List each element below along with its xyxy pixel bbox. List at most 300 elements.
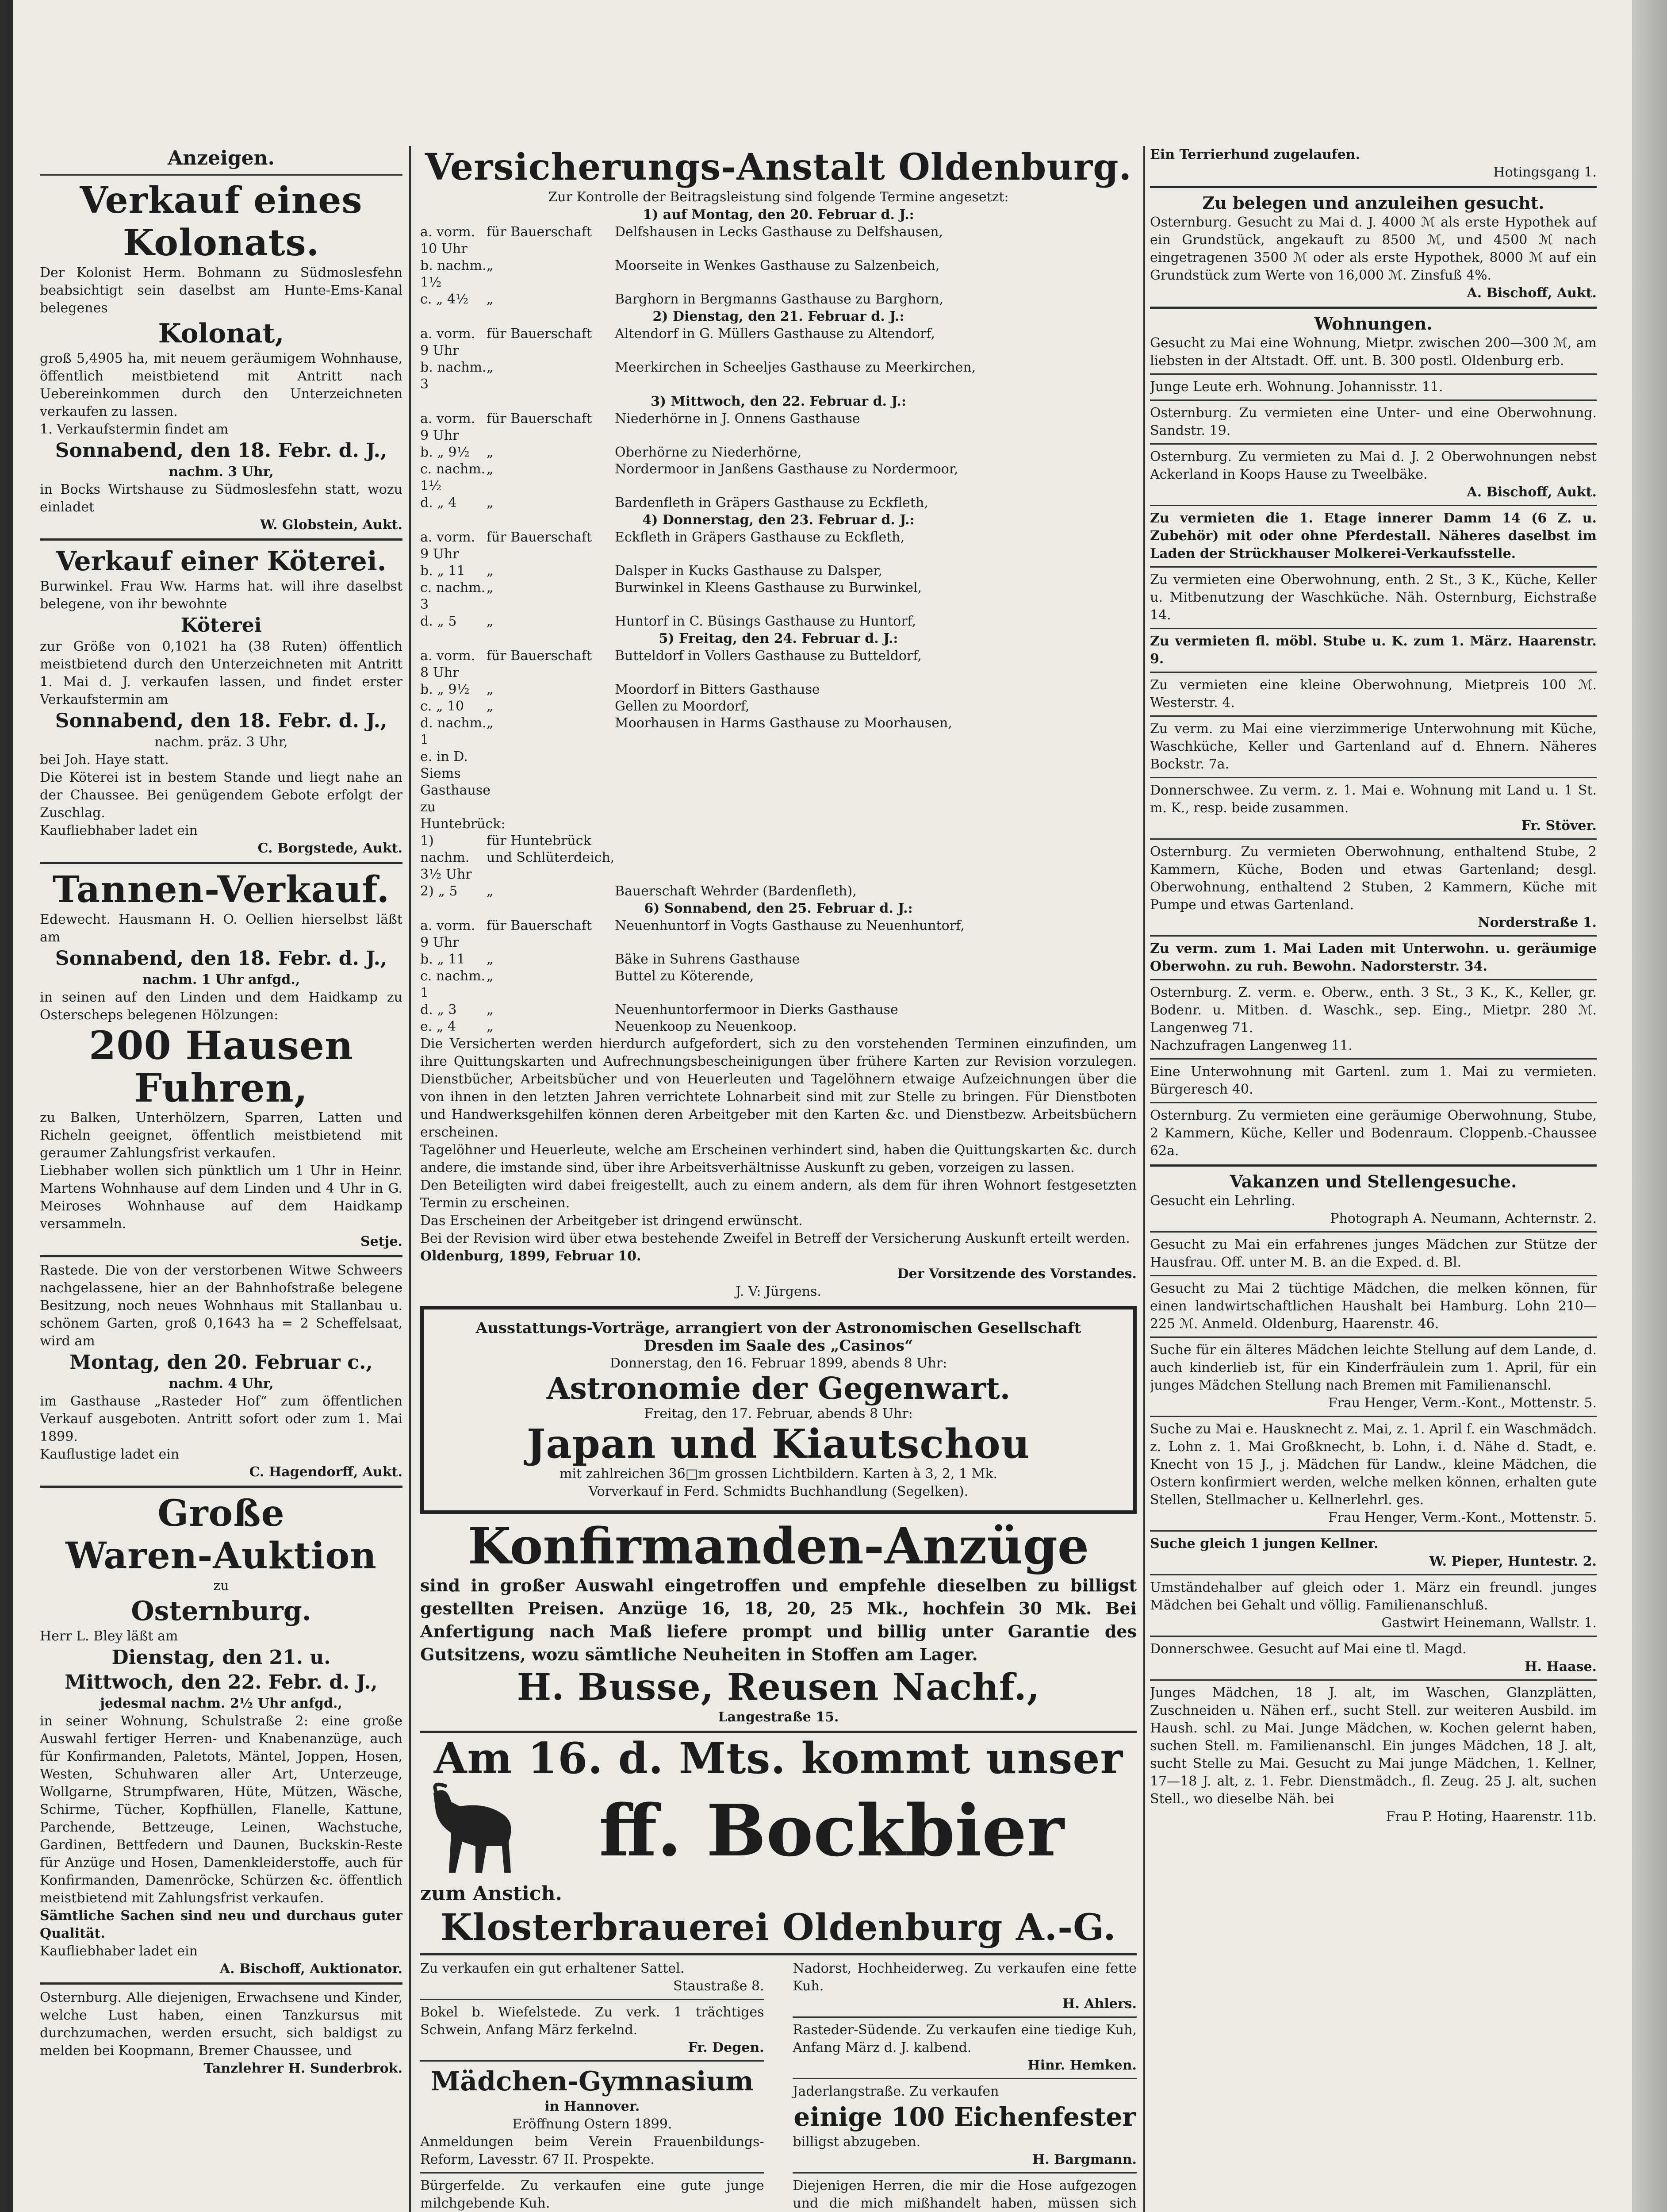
ad-text: Anmeldungen beim Verein Frauenbildungs-Reform, Lavesstr. 67 II. Prospekte. [420,2134,764,2167]
ad-text: Rasteder-Südende. Zu verkaufen eine tiedige Kuh, Anfang März d. J. kalbend. [793,2022,1137,2055]
schedule-time: b. nachm. 1½ [420,258,487,290]
ad-koeterei [40,545,402,857]
ad-konfirmanden [420,1519,1137,1726]
ad-signature: H. Bargmann. [1032,2152,1137,2167]
schedule-scope: „ [487,1002,494,1018]
ad-text: in seinen auf den Linden und dem Haidkamp zu Osterscheps belegenen Hölzungen: [40,990,402,1023]
divider [40,538,402,541]
ad-text: Edewecht. Hausmann H. O. Oellien hierselbst läßt am [40,912,402,945]
schedule-day: 3) Mittwoch, den 22. Februar d. J.: [651,394,906,409]
schedule-location: Neuenhuntorfermoor in Dierks Gasthause [615,1002,898,1018]
divider [1150,307,1597,309]
divider [1150,628,1597,629]
ad-time: nachm. präz. 3 Uhr, [154,734,288,750]
schedule-location: Delfshausen in Lecks Gasthause zu Delfshausen, [615,224,943,240]
ad-text: Osternburg. Gesucht zu Mai d. J. 4000 ℳ als erste Hypothek auf ein Grundstück, angekauft zu 8500 ℳ, und 4500 ℳ nach eingetragenen 3500 ℳ oder als erste Hypothek, 8000 ℳ auf ein Grundstück zum Werte von 16,000 ℳ. Zinsfuß 4%. [1150,215,1597,283]
divider [40,174,402,176]
schedule-scope: „ [487,258,494,273]
schedule-scope: „ [487,968,494,984]
schedule-row [420,613,1137,630]
ad-signature: A. Bischoff, Aukt. [1467,285,1597,301]
divider [793,2078,1137,2079]
schedule-scope: „ [487,580,494,595]
schedule-location: Bäke in Suhrens Gasthause [615,952,800,967]
ad-time: nachm. 1 Uhr anfgd., [142,972,300,987]
schedule-scope: „ [487,952,494,967]
schedule-row [420,833,1137,883]
ad-text: Gesucht zu Mai eine Wohnung, Mietpr. zwischen 200—300 ℳ, am liebsten in der Altstadt. Off. unt. B. 300 postl. Oldenburg erb. [1150,335,1597,369]
small-ads-left [420,1960,764,2212]
schedule-time: c. nachm. 3 [420,580,486,612]
schedule-row [420,951,1137,968]
schedule-row [420,715,1137,749]
schedule-scope: für Huntebrück und Schlüterdeich, [487,833,615,865]
column-rule-2 [1143,146,1145,2212]
ad-text: 1. Verkaufstermin findet am [40,422,229,437]
ad-text: Donnerstag, den 16. Februar 1899, abends 8 Uhr: [609,1356,947,1371]
ad-title: Verkauf einer Köterei. [56,546,387,577]
schedule-location: Gellen zu Moordorf, [615,699,750,714]
ad-text: Bürgerfelde. Zu verkaufen eine gute junge milchgebende Kuh. [420,2178,764,2211]
divider [793,2172,1137,2174]
schedule-scope: „ [487,682,494,697]
divider [793,2016,1137,2018]
ad-text: Das Erscheinen der Arbeitgeber ist dringend erwünscht. [420,1213,803,1229]
ad-text: Zu vermieten eine Oberwohnung, enth. 2 St., 3 K., Küche, Keller u. Mitbenutzung der Waschküche. Näh. Osternburg, Eichstraße 14. [1150,572,1597,623]
divider [420,2060,764,2062]
schedule-scope: für Bauerschaft [487,530,592,545]
divider [1150,1574,1597,1575]
ad-address: Staustraße 8. [673,1978,764,1994]
schedule-block [420,326,1137,393]
schedule-row [420,444,1137,461]
schedule-row [420,495,1137,511]
ad-signature: A. Bischoff, Aukt. [1467,484,1597,500]
ad-text: Kaufliebhaber ladet ein [40,1943,198,1959]
schedule-location: Niederhörne in J. Onnens Gasthause [615,411,860,426]
divider [1150,935,1597,937]
schedule-location: Nordermoor in Janßens Gasthause zu Nordermoor, [615,461,958,477]
divider [1150,1679,1597,1681]
ad-keyword: einige 100 Eichenfester [793,2102,1136,2132]
schedule-time: e. „ 4 [420,1019,456,1034]
ad-signature: Frau Henger, Verm.-Kont., Mottenstr. 5. [1328,1510,1597,1525]
ad-text: sind in großer Auswahl eingetroffen und empfehle dieselben zu billigst gestellten Preisen. Anzüge 16, 18, 20, 25 Mk., hochfein 30 Mk. Bei Anfertigung nach Maß liefere prompt und billig unter Garantie des Gutsitzens, wozu sämtliche Neuheiten in Stoffen am Lager. [420,1575,1137,1664]
schedule-location: Oberhörne zu Niederhörne, [615,445,802,460]
schedule-time: d. nachm. 1 [420,715,487,748]
schedule-block [420,224,1137,308]
ad-text: Osternburg. Zu vermieten eine Unter- und eine Oberwohnung. Sandstr. 19. [1150,405,1597,438]
divider [1150,1416,1597,1417]
ad-signature: Setje. [360,1234,402,1249]
schedule-location: Meerkirchen in Scheeljes Gasthause zu Meerkirchen, [615,360,976,375]
schedule-time: d. „ 5 [420,614,457,629]
schedule-scope: für Bauerschaft [487,648,592,664]
schedule-scope: für Bauerschaft [487,918,592,933]
ad-text: Umständehalber auf gleich oder 1. März ein freundl. junges Mädchen bei Gehalt und völlig. Familienanschluß. [1150,1580,1597,1613]
schedule-row [420,224,1137,257]
divider [1150,1102,1597,1103]
ad-text: Rastede. Die von der verstorbenen Witwe Schweers nachgelassene, hier an der Bahnhofstraße belegene Besitzung, noch neues Wohnhaus mit Stallanbau u. schönem Garten, groß 0,1643 ha = 2 Scheffelsaat, wird am [40,1263,402,1349]
ad-rastede [40,1262,402,1481]
schedule-day: 2) Dienstag, den 21. Februar d. J.: [652,309,904,324]
ad-text: zu Balken, Unterhölzern, Sparren, Latten und Richeln geeignet, öffentlich meistbietend mit geraumer Zahlungsfrist verkaufen. [40,1110,402,1161]
schedule-row [420,968,1137,1002]
ad-keyword: Kolonat, [158,318,284,349]
schedule-row [420,698,1137,715]
column-rule-1 [409,146,411,2212]
ad-time: nachm. 3 Uhr, [169,464,274,480]
ad-text: im Gasthause „Rasteder Hof“ zum öffentlichen Verkauf ausgeboten. Antritt sofort oder zum 1. Mai 1899. [40,1394,402,1444]
ad-signature: Fr. Stöver. [1521,818,1597,833]
schedule-time: b. „ 11 [420,563,465,579]
divider [1150,1636,1597,1637]
schedule-time: b. nachm. 3 [420,360,487,392]
divider [1150,373,1597,375]
schedule-row [420,749,1137,833]
schedule-location: Altendorf in G. Müllers Gasthause zu Altendorf, [615,326,935,342]
schedule-time: 1) nachm. 3½ Uhr [420,833,472,882]
ad-signature: Frau Henger, Verm.-Kont., Mottenstr. 5. [1328,1395,1597,1411]
ad-signature: A. Bischoff, Auktionator. [219,1961,402,1977]
schedule-time: c. „ 4½ [420,292,469,307]
ad-text: Zu verm. zu Mai eine vierzimmerige Unterwohnung mit Küche, Waschküche, Keller und Gartenland auf d. Ehnern. Näheres Bockstr. 7a. [1150,721,1597,772]
ad-text: Osternburg. Z. verm. e. Oberw., enth. 3 St., 3 K., K., Keller, gr. Bodenr. u. Mitben. d. Waschk., sep. Eing., Mietpr. 280 ℳ. Langenweg 71. [1150,985,1597,1036]
divider [420,2172,764,2174]
ad-text: Nachzufragen Langenweg 11. [1150,1038,1353,1053]
divider [1150,777,1597,778]
ad-keyword: Köterei [180,614,262,637]
divider [1150,838,1597,840]
divider [1150,715,1597,717]
divider [1150,443,1597,445]
ad-signature: W. Pieper, Huntestr. 2. [1429,1554,1597,1569]
schedule-location: Dalsper in Kucks Gasthause zu Dalsper, [615,563,882,579]
ad-signature: H. Ahlers. [1062,1996,1137,2012]
ad-text: Osternburg. Zu vermieten eine geräumige Oberwohnung, Stube, 2 Kammern, Küche, Keller und Bodenraum. Cloppenb.-Chaussee 62a. [1150,1108,1597,1159]
ad-date: Dienstag, den 21. u. [111,1646,331,1669]
ad-text: Zu verm. zum 1. Mai Laden mit Unterwohn. u. geräumige Oberwohn. zu ruh. Bewohn. Nadorsterstr. 34. [1150,941,1597,974]
ad-title: Konfirmanden-Anzüge [468,1517,1089,1575]
column-right [1150,146,1597,1826]
ad-text: Sämtliche Sachen sind neu und durchaus guter Qualität. [40,1908,402,1941]
schedule-day: 4) Donnerstag, den 23. Februar d. J.: [642,512,915,528]
ad-signature: Hotingsgang 1. [1493,165,1597,180]
ad-time: jedesmal nachm. 2½ Uhr anfgd., [100,1696,342,1711]
schedule-day: 6) Sonnabend, den 25. Februar d. J.: [644,901,913,916]
ad-date: Montag, den 20. Februar c., [69,1351,373,1374]
ad-text: Gesucht zu Mai 2 tüchtige Mädchen, die melken können, für einen landwirtschaftlichen Haushalt bei Hamburg. Lohn 210—225 ℳ. Anmeld. Oldenburg, Haarenstr. 46. [1150,1281,1597,1332]
ad-signature: Gastwirt Heinemann, Wallstr. 1. [1381,1615,1597,1631]
ad-text: Zu vermieten die 1. Etage innerer Damm 14 (6 Z. u. Zubehör) mit oder ohne Pferdestall. Näheres daselbst im Laden der Strückhauser Molkerei-Verkaufsstelle. [1150,511,1597,561]
schedule-row [420,461,1137,495]
ad-text: Freitag, den 17. Februar, abends 8 Uhr: [644,1406,913,1421]
ad-text: Donnerschwee. Zu verm. z. 1. Mai e. Wohnung mit Land u. 1 St. m. K., resp. beide zusammen. [1150,783,1597,816]
ad-text: in Hannover. [544,2099,640,2114]
ad-date: Oldenburg, 1899, Februar 10. [420,1248,641,1264]
schedule-location: Neuenhuntorf in Vogts Gasthause zu Neuenhuntorf, [615,918,965,933]
ad-text: Diejenigen Herren, die mir die Hose aufgezogen und die mich mißhandelt haben, müssen sich [793,2178,1137,2211]
ad-tanzkurs [40,1989,402,2078]
ad-signature: C. Borgstede, Aukt. [257,841,402,856]
schedule-block [420,648,1137,900]
ad-text: mit zahlreichen 36□m grossen Lichtbildern. Karten à 3, 2, 1 Mk. [559,1466,998,1482]
small-ads-grid [420,1960,1137,2212]
schedule-time: a. vorm. 9 Uhr [420,411,475,443]
divider [1150,505,1597,506]
ad-title: Waren-Auktion [65,1535,377,1577]
schedule-row [420,580,1137,613]
ad-signature: Frau P. Hoting, Haarenstr. 11b. [1386,1809,1597,1824]
divider [1150,1336,1597,1338]
ad-signature: H. Haase. [1525,1659,1597,1674]
divider [420,1999,764,2000]
schedule-time: a. vorm. 10 Uhr [420,224,475,257]
divider [1150,1275,1597,1276]
ad-text: Bokel b. Wiefelstede. Zu verk. 1 trächtiges Schwein, Anfang März ferkelnd. [420,2005,764,2038]
divider [420,1731,1137,1733]
ad-text: Den Beteiligten wird dabei freigestellt, auch zu einem andern, als dem für ihren Wohnort festgesetzten Termin zu erscheinen. [420,1178,1137,1211]
ad-text: Osternburg. Zu vermieten zu Mai d. J. 2 Oberwohnungen nebst Ackerland in Koops Hause zu Tweelbäke. [1150,449,1597,482]
schedule-time: e. in D. Siems Gasthause zu Huntebrück: [420,749,506,832]
schedule-scope: „ [487,445,494,460]
ad-keyword: 200 Hausen Fuhren, [89,1022,353,1111]
ad-text: Suche für ein älteres Mädchen leichte Stellung auf dem Lande, d. auch kinderlieb ist, für ein Kinderfräulein zum 1. April, für ein junges Mädchen Stellung nach Bremen mit Familienanschl. [1150,1342,1597,1393]
ad-text: Zu vermieten fl. möbl. Stube u. K. zum 1. März. Haarenstr. 9. [1150,634,1597,667]
schedule-block [420,411,1137,511]
ad-title: Am 16. d. Mts. kommt unser [433,1733,1123,1783]
ad-text: Der Kolonist Herm. Bohmann zu Südmoslesfehn beabsichtigt sein daselbst am Hunte-Ems-Kanal belegenes [40,265,402,316]
ad-signature: Der Vorsitzende des Vorstandes. [897,1266,1137,1282]
schedule-scope: „ [487,563,494,579]
divider [40,862,402,864]
column-middle [420,146,1137,2212]
ad-place: Osternburg. [131,1596,311,1627]
small-ads-right [793,1960,1137,2212]
ad-text: Jaderlangstraße. Zu verkaufen [793,2084,999,2099]
schedule-time: c. „ 10 [420,699,464,714]
schedule-row [420,648,1137,681]
schedule-row [420,563,1137,580]
schedule-time: c. nachm. 1 [420,968,486,1001]
divider [1150,672,1597,673]
schedule-time: a. vorm. 8 Uhr [420,648,475,680]
section-heading: Anzeigen. [168,147,275,169]
divider [1150,1164,1597,1167]
schedule-time: d. „ 3 [420,1002,457,1018]
schedule-time: b. „ 9½ [420,682,470,697]
ad-text: zur Größe von 0,1021 ha (38 Ruten) öffentlich meistbietend durch den Unterzeichneten mit Antritt 1. Mai d. J. verkaufen lassen, und findet erster Verkaufstermin am [40,639,402,707]
ad-auktion [40,1492,402,1978]
schedule-scope: „ [487,360,494,375]
ad-text: Herr L. Bley läßt am [40,1628,178,1644]
ad-tannen [40,868,402,1251]
ad-time: nachm. 4 Uhr, [169,1376,274,1391]
divider [1150,566,1597,568]
ad-text: Ausstattungs-Vorträge, arrangiert von der Astronomischen Gesellschaft Dresden im Saale des „Casinos“ [475,1319,1081,1355]
schedule-location: Buttel zu Köterende, [615,968,754,984]
schedule-row [420,529,1137,563]
section-heading: Wohnungen. [1314,314,1433,334]
schedule-time: a. vorm. 9 Uhr [420,530,475,562]
ad-signature: Fr. Degen. [688,2040,764,2055]
ad-text: Vorverkauf in Ferd. Schmidts Buchhandlung (Segelken). [588,1484,969,1499]
ad-versicherung [420,146,1137,1301]
ad-text: zu [213,1578,229,1594]
ad-text: Osternburg. Zu vermieten Oberwohnung, enthaltend Stube, 2 Kammern, Küche, Boden und etwas Gartenland; desgl. Oberwohnung, enthaltend 2 Stuben, 2 Kammern, Küche mit Pumpe und etwas Gartenland. [1150,844,1597,913]
schedule-row [420,1002,1137,1018]
ad-signature: C. Hagendorff, Aukt. [249,1464,402,1480]
ad-text: Kaufliebhaber ladet ein [40,823,198,838]
section-heading: Zu belegen und anzuleihen gesucht. [1202,193,1544,213]
divider [1150,1231,1597,1233]
schedule-time: d. „ 4 [420,495,457,511]
schedule-location: Neuenkoop zu Neuenkoop. [615,1019,797,1034]
schedule-location: Bardenfleth in Gräpers Gasthause zu Eckfleth, [615,495,928,511]
schedule-location [615,749,1137,833]
schedule-scope: für Bauerschaft [487,224,592,240]
ad-text: Osternburg. Alle diejenigen, Erwachsene und Kinder, welche Lust haben, einen Tanzkursus mit durchzumachen, werden ersucht, sich baldigst zu melden bei Koopmann, Bremer Chaussee, und [40,1990,402,2058]
ad-date: Sonnabend, den 18. Febr. d. J., [55,439,387,462]
schedule-time: a. vorm. 9 Uhr [420,326,475,358]
schedule-row [420,257,1137,291]
schedule-location: Butteldorf in Vollers Gasthause zu Butteldorf, [615,648,922,664]
ad-date: Sonnabend, den 18. Febr. d. J., [55,710,387,732]
ad-text: Nadorst, Hochheiderweg. Zu verkaufen eine fette Kuh. [793,1961,1137,1994]
ad-signature: Tanzlehrer H. Sunderbrok. [203,2061,402,2076]
bockbier-row [420,1780,1137,1882]
ad-title: Große [157,1492,285,1535]
ad-text: Gesucht ein Lehrling. [1150,1193,1295,1209]
ad-date: Mittwoch, den 22. Febr. d. J., [65,1671,378,1694]
schedule-time: b. „ 11 [420,952,465,967]
ad-signature: Photograph A. Neumann, Achternstr. 2. [1330,1211,1597,1226]
schedule-location: Eckfleth in Gräpers Gasthause zu Eckfleth, [615,530,905,545]
schedule-time: 2) „ 5 [420,883,458,899]
schedule-location: Moorhausen in Harms Gasthause zu Moorhausen, [615,715,952,731]
divider [40,1982,402,1985]
ad-title: Tannen-Verkauf. [52,868,390,911]
ad-text: Burwinkel. Frau Ww. Harms hat. will ihre daselbst belegene, von ihr bewohnte [40,579,402,612]
ad-address: Langestraße 15. [718,1709,839,1725]
ad-signature: Hinr. Hemken. [1027,2058,1137,2073]
schedule-row [420,1018,1137,1035]
ad-firm: Klosterbrauerei Oldenburg A.-G. [441,1906,1116,1949]
schedule-scope: „ [487,883,494,899]
schedule-row [420,918,1137,951]
schedule-scope: „ [487,495,494,511]
ad-text: Eine Unterwohnung mit Gartenl. zum 1. Mai zu vermieten. Bürgeresch 40. [1150,1064,1597,1097]
schedule-location: Moorseite in Wenkes Gasthause zu Salzenbeich, [615,258,940,273]
ad-text: in seiner Wohnung, Schulstraße 2: eine große Auswahl fertiger Herren- und Knabenanzüge, auch für Konfirmanden, Paletots, Mäntel, Joppen, Hosen, Westen, Schuhwaren aller Art, Unterzeuge, Wollgarne, Strumpfwaren, Hüte, Mützen, Wäsche, Schirme, Tücher, Kopfhüllen, Flanelle, Kattune, Parchende, Bettzeuge, Leinen, Wachstuche, Gardinen, Bettfedern und Daunen, Buckskin-Reste für Anzüge und Hosen, Damenkleiderstoffe, auch für Konfirmanden, Damenröcke, Schürzen &c. öffentlich meistbietend mit Zahlungsfrist verkaufen. [40,1713,402,1906]
column-left [40,146,402,2078]
ad-title: Versicherungs-Anstalt Oldenburg. [425,146,1132,188]
schedule-block [420,918,1137,1035]
divider [1150,186,1597,188]
divider [1150,1058,1597,1060]
divider [1150,399,1597,401]
schedule-time: b. „ 9½ [420,445,470,460]
ad-bockbier [420,1733,1137,1949]
ad-text: Donnerschwee. Gesucht auf Mai eine tl. Magd. [1150,1641,1467,1657]
ad-text: Die Versicherten werden hierdurch aufgefordert, sich zu den vorstehenden Terminen einzufinden, um ihre Quittungskarten und Aufrechnungsbescheinigungen über frühere Karten zur Revision vorzulegen. Dienstbücher, Arbeitsbücher und von Heuerleuten und Tagelöhnern etwaige Aufzeichnungen über die von ihnen in den letzten Jahren verrichtete Lohnarbeit sind mit zur Stelle zu bringen. Für Dienstboten und Handwerksgehilfen können deren Arbeitgeber mit den Karten &c. und Dienstbezw. Arbeitsbüchern erscheinen. [420,1036,1137,1140]
schedule-scope: für Bauerschaft [487,411,592,426]
ad-text: Zu vermieten eine kleine Oberwohnung, Mietpreis 100 ℳ. Westerstr. 4. [1150,677,1597,710]
ad-firm: H. Busse, Reusen Nachf., [517,1666,1040,1709]
schedule-row [420,883,1137,900]
divider [420,1953,1137,1955]
page-gutter [0,0,13,2212]
ad-text: in Bocks Wirtshause zu Südmoslesfehn statt, wozu einladet [40,482,402,515]
ad-text: Zu verkaufen ein gut erhaltener Sattel. [420,1961,685,1976]
ad-text: Kauflustige ladet ein [40,1447,180,1462]
section-heading: Vakanzen und Stellengesuche. [1230,1171,1517,1191]
ad-title: Verkauf eines Kolonats. [80,179,363,264]
ad-text: billigst abzugeben. [793,2134,921,2150]
schedule-scope: „ [487,292,494,307]
schedule-row [420,326,1137,359]
schedule-row [420,411,1137,444]
ad-text: Liebhaber wollen sich pünktlich um 1 Uhr in Heinr. Martens Wohnhause auf dem Linden und 4 Uhr in G. Meiroses Wohnhause auf dem Haidkamp versammeln. [40,1163,402,1232]
goat-icon [420,1780,526,1882]
ad-astronomie [420,1306,1137,1514]
ad-text: bei Joh. Haye statt. [40,752,169,768]
ad-title: ff. Bockbier [599,1789,1064,1872]
schedule-row [420,359,1137,393]
ad-text: Junge Leute erh. Wohnung. Johannisstr. 11. [1150,379,1443,395]
ad-text: Bei der Revision wird über etwa bestehende Zweifel in Betreff der Versicherung Auskunft erteilt werden. [420,1231,1130,1246]
ad-text: Gesucht zu Mai ein erfahrenes junges Mädchen zur Stütze der Hausfrau. Off. unter M. B. an die Exped. d. Bl. [1150,1237,1597,1270]
divider [40,1255,402,1257]
schedule-day: 5) Freitag, den 24. Februar d. J.: [659,631,898,646]
schedule-location: Huntorf in C. Büsings Gasthause zu Huntorf, [615,614,916,629]
schedule-scope: „ [487,614,494,629]
schedule-location: Moordorf in Bitters Gasthause [615,682,820,697]
ad-signature: Norderstraße 1. [1478,915,1597,930]
ad-text: Die Köterei ist in bestem Stande und liegt nahe an der Chaussee. Bei genügendem Gebote erfolgt der Zuschlag. [40,770,402,821]
schedule-row [420,681,1137,698]
schedule-scope: „ [487,1019,494,1034]
schedule-block [420,529,1137,630]
schedule-scope [487,749,615,833]
schedule-scope: für Bauerschaft [487,326,592,342]
schedule-time: c. nachm. 1½ [420,461,486,494]
ad-title: Astronomie der Gegenwart. [546,1371,1011,1406]
ad-text: Suche zu Mai e. Hausknecht z. Mai, z. 1. April f. ein Waschmädch. z. Lohn z. 1. Mai Großknecht, b. Lohn, i. d. Nähe d. Stadt, e. Knecht von 15 J., j. Mädchen für Landw., kleine Mädchen, die Ostern konfirmiert werden, welche melken können, erhalten gute Stellen, Stellmacher u. Kellnerlehrl. ges. [1150,1421,1597,1508]
schedule-location [615,833,1137,883]
schedule-location: Burwinkel in Kleens Gasthause zu Burwinkel, [615,580,922,595]
page-edge [1632,0,1667,2212]
ad-text: groß 5,4905 ha, mit neuem geräumigem Wohnhause, öffentlich meistbietend mit Antritt nach Uebereinkommen durch den Unterzeichneten verkaufen zu lassen. [40,351,402,419]
schedule-row [420,291,1137,308]
ad-kolonat [40,179,402,534]
schedule-scope: „ [487,715,494,731]
schedule-day: 1) auf Montag, den 20. Februar d. J.: [643,207,914,223]
ad-signature: W. Globstein, Aukt. [260,517,402,533]
ad-text: Zur Kontrolle der Beitragsleistung sind folgende Termine angesetzt: [548,189,1009,205]
schedule-time: a. vorm. 9 Uhr [420,918,475,950]
ad-text: Junges Mädchen, 18 J. alt, im Waschen, Glanzplätten, Zuschneiden u. Nähen erf., sucht Stell. zur weiteren Ausbild. im Haush. schl. zu Mai. Junge Mädchen, w. Kochen gelernt haben, suchen Stell. m. Familienanschl. Ein junges Mädchen, 18 J. alt, sucht Stelle zu Mai. Gesucht zu Mai junge Mädchen, 1. Kellner, 17—18 J. alt, z. 1. Febr. Dienstmädch., fl. Zeug. 25 J. alt, suchen Stell., wo dieselbe Näh. bei [1150,1685,1597,1807]
divider [1150,1530,1597,1532]
ad-signature: J. V: Jürgens. [736,1284,821,1299]
ad-date: Sonnabend, den 18. Febr. d. J., [55,947,387,970]
ad-text: Suche gleich 1 jungen Kellner. [1150,1536,1379,1551]
divider [40,1486,402,1488]
schedule-scope: „ [487,461,494,477]
ad-title: Mädchen-Gymnasium [430,2066,754,2097]
divider [1150,979,1597,980]
ad-text: zum Anstich. [420,1882,562,1905]
